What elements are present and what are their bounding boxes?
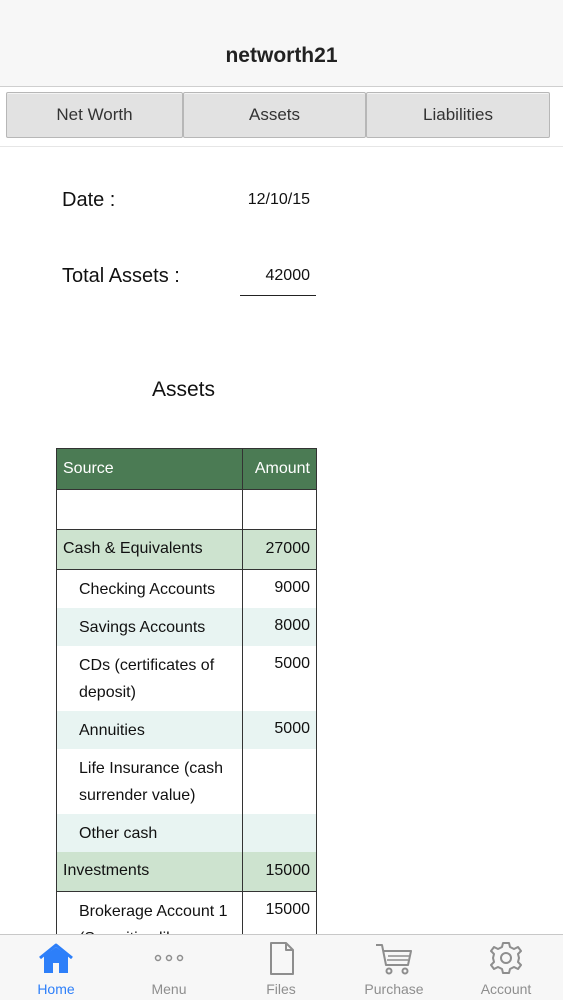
tab-account-label: Account: [480, 981, 532, 997]
source-cell: Other cash: [57, 814, 242, 852]
amount-cell: [242, 814, 316, 852]
tab-home[interactable]: [0, 935, 112, 1001]
amount-cell: [242, 749, 316, 814]
tab-menu[interactable]: [113, 935, 225, 1001]
divider: [0, 146, 563, 147]
cart-icon: [374, 941, 414, 975]
tab-files[interactable]: [225, 935, 337, 1001]
amount-cell: 15000: [242, 892, 316, 958]
tab-purchase[interactable]: [338, 935, 450, 1001]
source-cell: Annuities: [57, 711, 242, 749]
source-cell: [57, 489, 242, 529]
nav-bar: [0, 0, 563, 87]
total-underline: [240, 295, 316, 296]
tab-purchase-label: Purchase: [364, 981, 424, 997]
file-icon: [261, 941, 301, 975]
tab-net-worth[interactable]: Net Worth: [6, 92, 183, 138]
table-row[interactable]: [57, 711, 316, 749]
table-row[interactable]: [57, 608, 316, 646]
source-cell: Cash & Equivalents: [57, 529, 242, 569]
tab-liabilities[interactable]: Liabilities: [366, 92, 550, 138]
column-header-source: Source: [57, 449, 242, 489]
table-row-category[interactable]: [57, 529, 316, 569]
bottom-tab-bar: [0, 934, 563, 1000]
source-cell: Brokerage Account 1: [57, 892, 242, 958]
source-cell: Savings Accounts: [57, 608, 242, 646]
table-row-category[interactable]: [57, 852, 316, 892]
amount-cell: 9000: [242, 569, 316, 608]
assets-table: [56, 448, 317, 934]
section-title: Assets: [152, 378, 216, 401]
table-row[interactable]: [57, 646, 316, 711]
column-header-amount: Amount: [242, 449, 316, 489]
source-cell: CDs (certificates of deposit): [57, 646, 242, 711]
tab-account[interactable]: [450, 935, 562, 1001]
tab-files-label: Files: [266, 981, 296, 997]
date-label: Date :: [62, 189, 116, 211]
amount-cell: 8000: [242, 608, 316, 646]
amount-cell: 5000: [242, 711, 316, 749]
total-assets-label: Total Assets :: [62, 265, 180, 287]
tab-menu-label: Menu: [151, 981, 187, 997]
table-row[interactable]: [57, 569, 316, 608]
more-dots-icon: [149, 941, 189, 975]
home-icon: [36, 941, 76, 975]
source-cell: Life Insurance (cash surrender value): [57, 749, 242, 814]
date-value[interactable]: 12/10/15: [247, 191, 310, 208]
tab-assets[interactable]: Assets: [183, 92, 366, 138]
table-row[interactable]: [57, 749, 316, 814]
table-row[interactable]: [57, 814, 316, 852]
amount-cell: 27000: [242, 529, 316, 569]
tab-home-label: Home: [37, 981, 75, 997]
amount-cell: 5000: [242, 646, 316, 711]
source-cell: Investments: [57, 852, 242, 892]
gear-icon: [486, 941, 526, 975]
total-assets-value: 42000: [265, 267, 310, 284]
amount-cell: 15000: [242, 852, 316, 892]
table-header-row: [57, 449, 316, 489]
table-row-blank[interactable]: [57, 489, 316, 529]
source-cell: Checking Accounts: [57, 569, 242, 608]
app-title: networth21: [225, 44, 338, 67]
table-body: [57, 489, 316, 957]
amount-cell: [242, 489, 316, 529]
